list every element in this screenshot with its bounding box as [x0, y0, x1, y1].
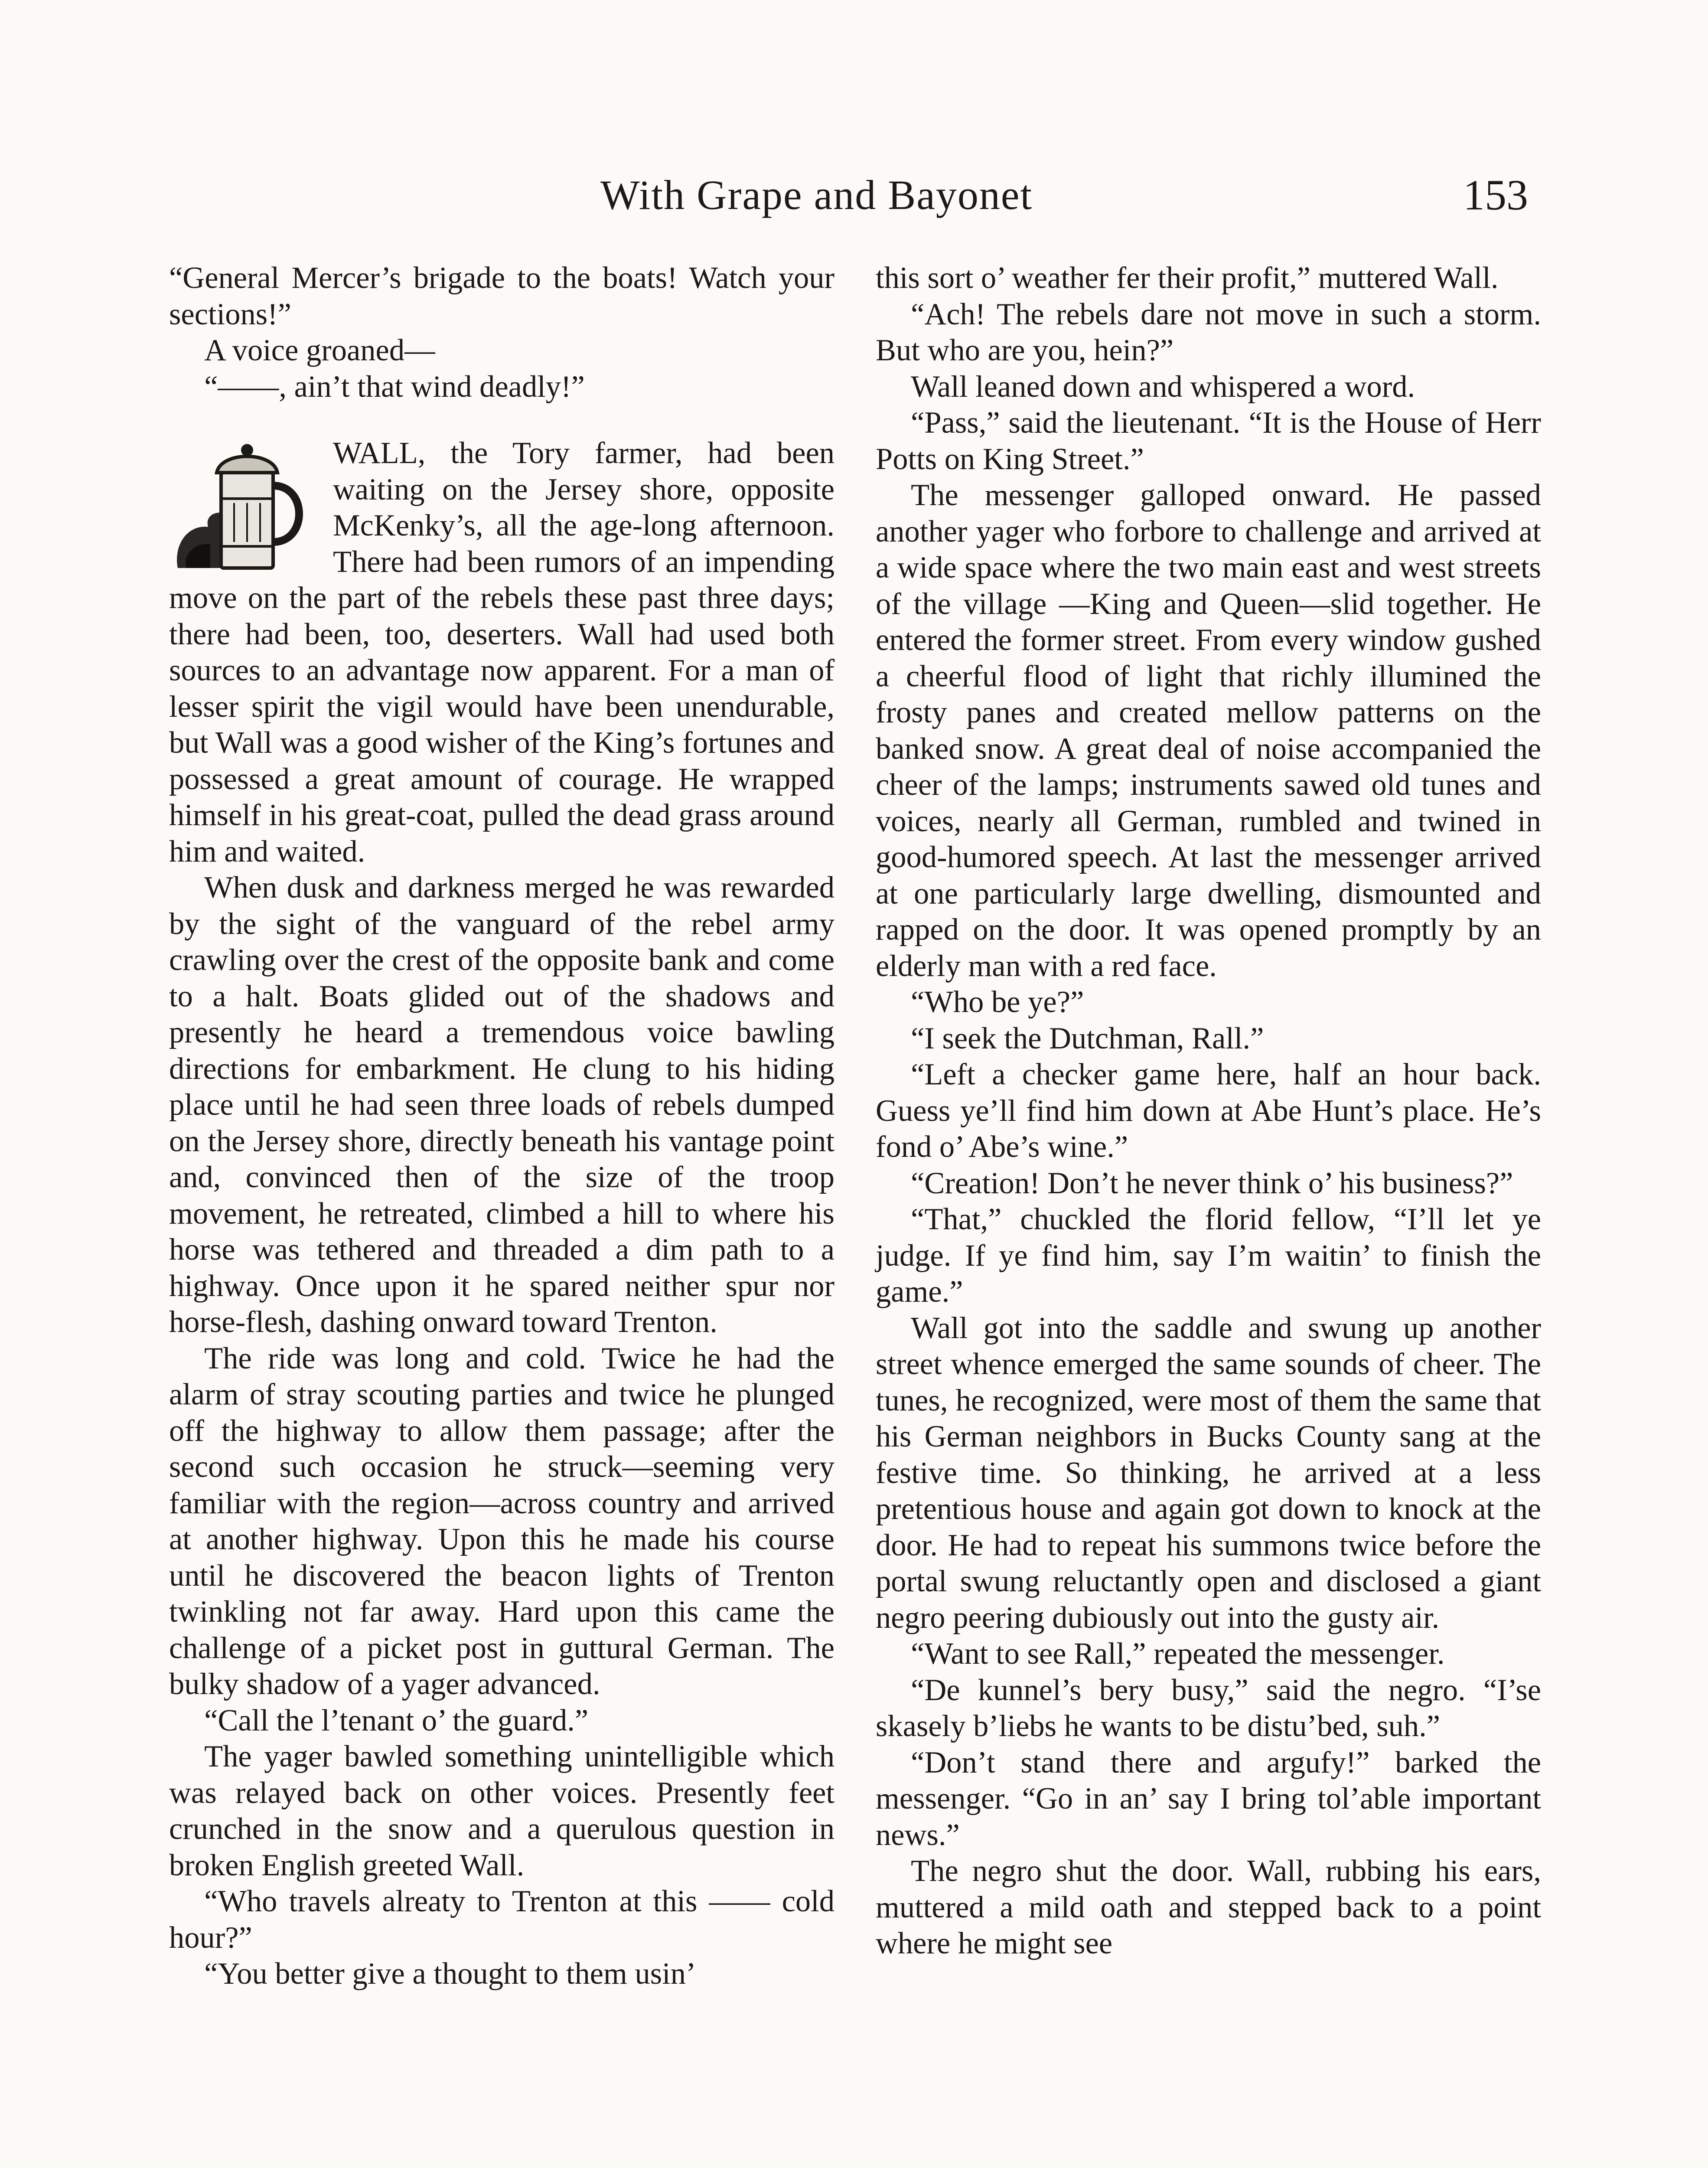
- paragraph: Wall leaned down and whispered a word.: [911, 369, 1415, 404]
- page-number: 153: [1463, 171, 1528, 219]
- paragraph: “Creation! Don’t he never think o’ his business?”: [911, 1166, 1513, 1200]
- paragraph: “Want to see Rall,” repeated the messenger.: [911, 1637, 1445, 1671]
- paragraph: “Left a checker game here, half an hour back. Guess ye’ll find him down at Abe Hunt’s place. He’s fond o’ Abe’s wine.”: [876, 1058, 1541, 1164]
- paragraph: A voice groaned—: [204, 333, 435, 367]
- paragraph: “That,” chuckled the florid fellow, “I’ll let ye judge. If ye find him, say I’m waitin’ to finish the game.”: [876, 1202, 1541, 1309]
- dropcap-paragraph: [169, 435, 834, 870]
- paragraph: “Don’t stand there and argufy!” barked the messenger. “Go in an’ say I bring tol’able important news.”: [876, 1745, 1541, 1852]
- paragraph: “Who be ye?”: [911, 985, 1084, 1019]
- running-title: With Grape and Bayonet: [600, 172, 1033, 218]
- paragraph: “Call the l’tenant o’ the guard.”: [204, 1703, 589, 1737]
- paragraph: Wall got into the saddle and swung up another street whence emerged the same sounds of cheer. The tunes, he recognized, were most of them the same that his German neighbors in Bucks County sang at the festive time. So thinking, he arrived at a less pretentious house and again got down to knock at the door. He had to repeat his summons twice before the portal swung reluctantly open and disclosed a giant negro peering dubiously out into the gusty air.: [876, 1311, 1541, 1635]
- paragraph: “I seek the Dutchman, Rall.”: [911, 1021, 1264, 1055]
- running-head: [0, 169, 1708, 230]
- paragraph: “De kunnel’s bery busy,” said the negro. “I’se skasely b’liebs he wants to be distu’bed, suh.”: [876, 1673, 1541, 1743]
- paragraph: The yager bawled something unintelligible which was relayed back on other voices. Presently feet crunched in the snow and a querulous question in broken English greeted Wall.: [169, 1740, 834, 1882]
- paragraph: “——, ain’t that wind deadly!”: [204, 369, 585, 404]
- paragraph: “You better give a thought to them usin’: [204, 1957, 696, 1991]
- paragraph: The negro shut the door. Wall, rubbing his ears, muttered a mild oath and stepped back to a point where he might see: [876, 1854, 1541, 1960]
- paragraph: The ride was long and cold. Twice he had the alarm of stray scouting parties and twice he plunged off the highway to allow them passage; after the second such occasion he struck—seeming very familiar with the region—across country and arrived at another highway. Upon this he made his course until he discovered the beacon lights of Trenton twinkling not far away. Hard upon this came the challenge of a picket post in guttural German. The bulky shadow of a yager advanced.: [169, 1341, 834, 1701]
- stein-mug-icon: [169, 438, 325, 577]
- left-column: [169, 260, 834, 1992]
- paragraph: “Pass,” said the lieutenant. “It is the House of Herr Potts on King Street.”: [876, 406, 1541, 476]
- paragraph: this sort o’ weather fer their profit,” muttered Wall.: [876, 261, 1499, 295]
- section-break: [169, 405, 834, 435]
- paragraph: “Who travels alreaty to Trenton at this —— cold hour?”: [169, 1884, 834, 1955]
- paragraph: “Ach! The rebels dare not move in such a storm. But who are you, hein?”: [876, 297, 1541, 367]
- paragraph: WALL, the Tory farmer, had been waiting on the Jersey shore, opposite McKenky’s, all the age-long afternoon. There had been rumors of an impending move on the part of the rebels these past three days; there had been, too, deserters. Wall had used both sources to an advantage now apparent. For a man of lesser spirit the vigil would have been unendurable, but Wall was a good wisher of the King’s fortunes and possessed a great amount of courage. He wrapped himself in his great-coat, pulled the dead grass around him and waited.: [169, 436, 834, 869]
- paragraph: “General Mercer’s brigade to the boats! Watch your sections!”: [169, 261, 834, 331]
- right-column: [876, 260, 1541, 1962]
- paragraph: The messenger galloped onward. He passed another yager who forbore to challenge and arrived at a wide space where the two main east and west streets of the village —King and Queen—slid together. He entered the former street. From every window gushed a cheerful flood of light that richly illumined the frosty panes and created mellow patterns on the banked snow. A great deal of noise accompanied the cheer of the lamps; instruments sawed old tunes and voices, nearly all German, rumbled and twined in good-humored speech. At last the messenger arrived at one particularly large dwelling, dismounted and rapped on the door. It was opened promptly by an elderly man with a red face.: [876, 478, 1541, 983]
- paragraph: When dusk and darkness merged he was rewarded by the sight of the vanguard of the rebel army crawling over the crest of the opposite bank and come to a halt. Boats glided out of the shadows and presently he heard a tremendous voice bawling directions for embarkment. He clung to his hiding place until he had seen three loads of rebels dumped on the Jersey shore, directly beneath his vantage point and, convinced then of the size of the troop movement, he retreated, climbed a hill to where his horse was tethered and threaded a dim path to a highway. Once upon it he spared neither spur nor horse-flesh, dashing onward toward Trenton.: [169, 871, 834, 1339]
